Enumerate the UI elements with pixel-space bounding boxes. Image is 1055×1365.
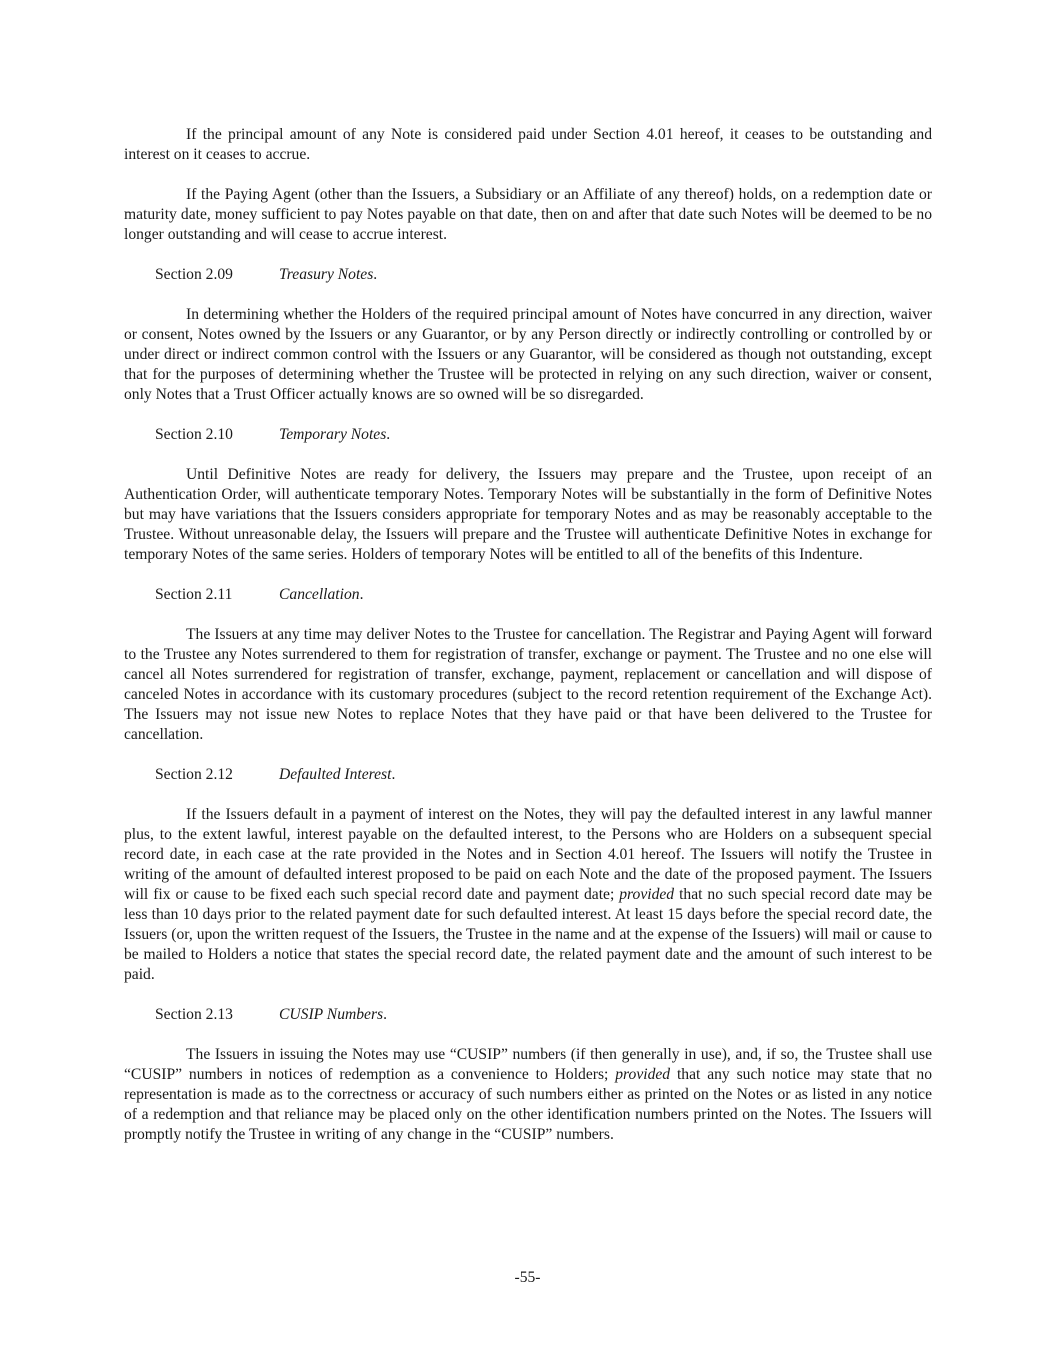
section-heading-2-11: Section 2.11 Cancellation. (155, 586, 364, 603)
page-number: -55- (514, 1269, 541, 1286)
paragraph-paying-agent: If the Paying Agent (other than the Issuers, a Subsidiary or an Affiliate of any thereof) holds, on a redemption date or maturity date, money sufficient to pay Notes payable on that date, then on and after that date such Notes will be deemed to be no longer outstanding and will cease to accrue interest. (124, 186, 932, 243)
section-body-2-09: In determining whether the Holders of the required principal amount of Notes have concurred in any direction, waiver or consent, Notes owned by the Issuers or any Guarantor, or by any Person directly or indirectly controlling or controlled by or under direct or indirect common control with the Issuers or any Guarantor, will be considered as though not outstanding, except that for the purposes of determining whether the Trustee will be protected in relying on any such direction, waiver or consent, only Notes that a Trust Officer actually knows are so owned will be so disregarded. (124, 306, 932, 403)
section-title: Defaulted Interest (279, 766, 392, 783)
section-number: Section 2.13 (155, 1006, 233, 1023)
section-number: Section 2.12 (155, 766, 233, 783)
body-text: The Issuers in issuing the Notes may use “CUSIP” numbers (if then generally in use), and, if so, the Trustee shall use “CUSIP” numbers in notices of redemption as a convenience to Holders; (124, 1046, 932, 1083)
section-heading-2-10: Section 2.10 Temporary Notes. (155, 426, 391, 443)
section-title: Cancellation (279, 586, 360, 603)
section-title: Temporary Notes (279, 426, 387, 443)
section-number: Section 2.10 (155, 426, 233, 443)
section-body-2-12 (124, 805, 932, 985)
document-page (124, 125, 932, 1145)
provided-emphasis: provided (615, 1066, 671, 1083)
body-text: that any such notice may state that no representation is made as to the correctness or accuracy of such numbers either as printed on the Notes or as listed in any notice of a redemption and that reliance may be placed only on the other identification numbers printed on the Notes. The Issuers will promptly notify the Trustee in writing of any change in the “CUSIP” numbers. (124, 1066, 932, 1143)
section-body-2-10: Until Definitive Notes are ready for delivery, the Issuers may prepare and the Trustee, upon receipt of an Authentication Order, will authenticate temporary Notes. Temporary Notes will be substantially in the form of Definitive Notes but may have variations that the Issuers considers appropriate for temporary Notes and as may be reasonably acceptable to the Trustee. Without unreasonable delay, the Issuers will prepare and the Trustee will authenticate Definitive Notes in exchange for temporary Notes of the same series. Holders of temporary Notes will be entitled to all of the benefits of this Indenture. (124, 466, 932, 563)
section-number: Section 2.09 (155, 266, 233, 283)
section-body-2-13 (124, 1045, 932, 1145)
paragraph-principal-paid: If the principal amount of any Note is considered paid under Section 4.01 hereof, it ceases to be outstanding and interest on it ceases to accrue. (124, 126, 932, 163)
body-text: that no such special record date may be less than 10 days prior to the related payment date for such defaulted interest. At least 15 days before the special record date, the Issuers (or, upon the written request of the Issuers, the Trustee in the name and at the expense of the Issuers) will mail or cause to be mailed to Holders a notice that states the special record date, the related payment date and the amount of such interest to be paid. (124, 886, 933, 983)
section-body-2-11: The Issuers at any time may deliver Notes to the Trustee for cancellation. The Registrar and Paying Agent will forward to the Trustee any Notes surrendered to them for registration of transfer, exchange or payment. The Trustee and no one else will cancel all Notes surrendered for registration of transfer, exchange, payment, replacement or cancellation and will dispose of canceled Notes in accordance with its customary procedures (subject to the record retention requirement of the Exchange Act). The Issuers may not issue new Notes to replace Notes that they have paid or that have been delivered to the Trustee for cancellation. (124, 626, 932, 743)
section-heading-2-12: Section 2.12 Defaulted Interest. (155, 766, 396, 783)
provided-emphasis: provided (619, 886, 675, 903)
section-heading-2-13: Section 2.13 CUSIP Numbers. (155, 1006, 388, 1023)
section-heading-2-09: Section 2.09 Treasury Notes. (155, 266, 378, 283)
section-title: CUSIP Numbers (279, 1006, 384, 1023)
section-title: Treasury Notes (279, 266, 374, 283)
body-text: If the Issuers default in a payment of interest on the Notes, they will pay the defaulted interest in any lawful manner plus, to the extent lawful, interest payable on the defaulted interest, to the Persons who are Holders on a subsequent special record date, in each case at the rate provided in the Notes and in Section 4.01 hereof. The Issuers will notify the Trustee in writing of the amount of defaulted interest proposed to be paid on each Note and the date of the proposed payment. The Issuers will fix or cause to be fixed each such special record date and payment date; (124, 806, 932, 903)
section-number: Section 2.11 (155, 586, 233, 603)
